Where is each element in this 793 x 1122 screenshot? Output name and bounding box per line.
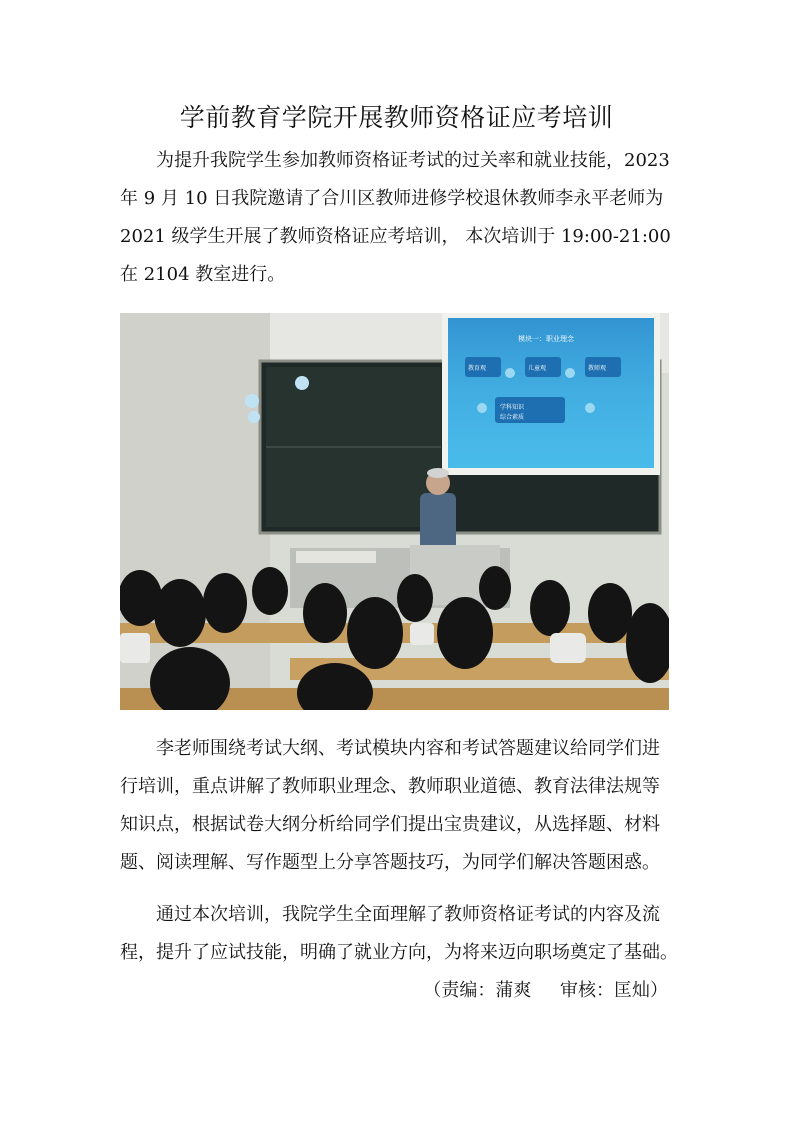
page-title: 学前教育学院开展教师资格证应考培训 — [179, 103, 614, 132]
slide-item-4: 学科知识 — [500, 404, 525, 411]
content-line-3: 知识点，根据试卷大纲分析给同学们提出宝贵建议，从选择题、材料 — [120, 814, 660, 835]
conclusion-line-2: 程，提升了应试技能，明确了就业方向，为将来迈向职场奠定了基础。 — [120, 942, 678, 963]
intro-line-4: 在 2104 教室进行。 — [120, 264, 286, 285]
slide-item-1: 教育观 — [468, 365, 487, 372]
slide-item-2: 儿童观 — [528, 365, 547, 372]
conclusion-paragraph — [120, 896, 676, 972]
content-paragraph — [120, 730, 676, 882]
intro-line-1: 为提升我院学生参加教师资格证考试的过关率和就业技能，2023 — [156, 150, 670, 171]
content-line-1: 李老师围绕考试大纲、考试模块内容和考试答题建议给同学们进 — [156, 738, 660, 759]
slide-title: 模块一：职业理念 — [518, 335, 574, 343]
content-line-4: 题、阅读理解、写作题型上分享答题技巧，为同学们解决答题困惑。 — [120, 852, 660, 873]
content-line-2: 行培训，重点讲解了教师职业理念、教师职业道德、教育法律法规等 — [120, 776, 660, 797]
editor-credit: （责编：蒲爽 审核：匡灿） — [423, 980, 668, 1001]
training-photo — [120, 313, 669, 710]
slide-item-3: 教师观 — [588, 365, 607, 372]
slide-item-5: 综合素质 — [500, 414, 525, 421]
intro-paragraph — [120, 142, 676, 294]
intro-line-2: 年 9 月 10 日我院邀请了合川区教师进修学校退休教师李永平老师为 — [120, 188, 664, 209]
intro-line-3: 2021 级学生开展了教师资格证应考培训， 本次培训于 19:00-21:00 — [120, 226, 671, 247]
conclusion-line-1: 通过本次培训，我院学生全面理解了教师资格证考试的内容及流 — [156, 904, 660, 925]
